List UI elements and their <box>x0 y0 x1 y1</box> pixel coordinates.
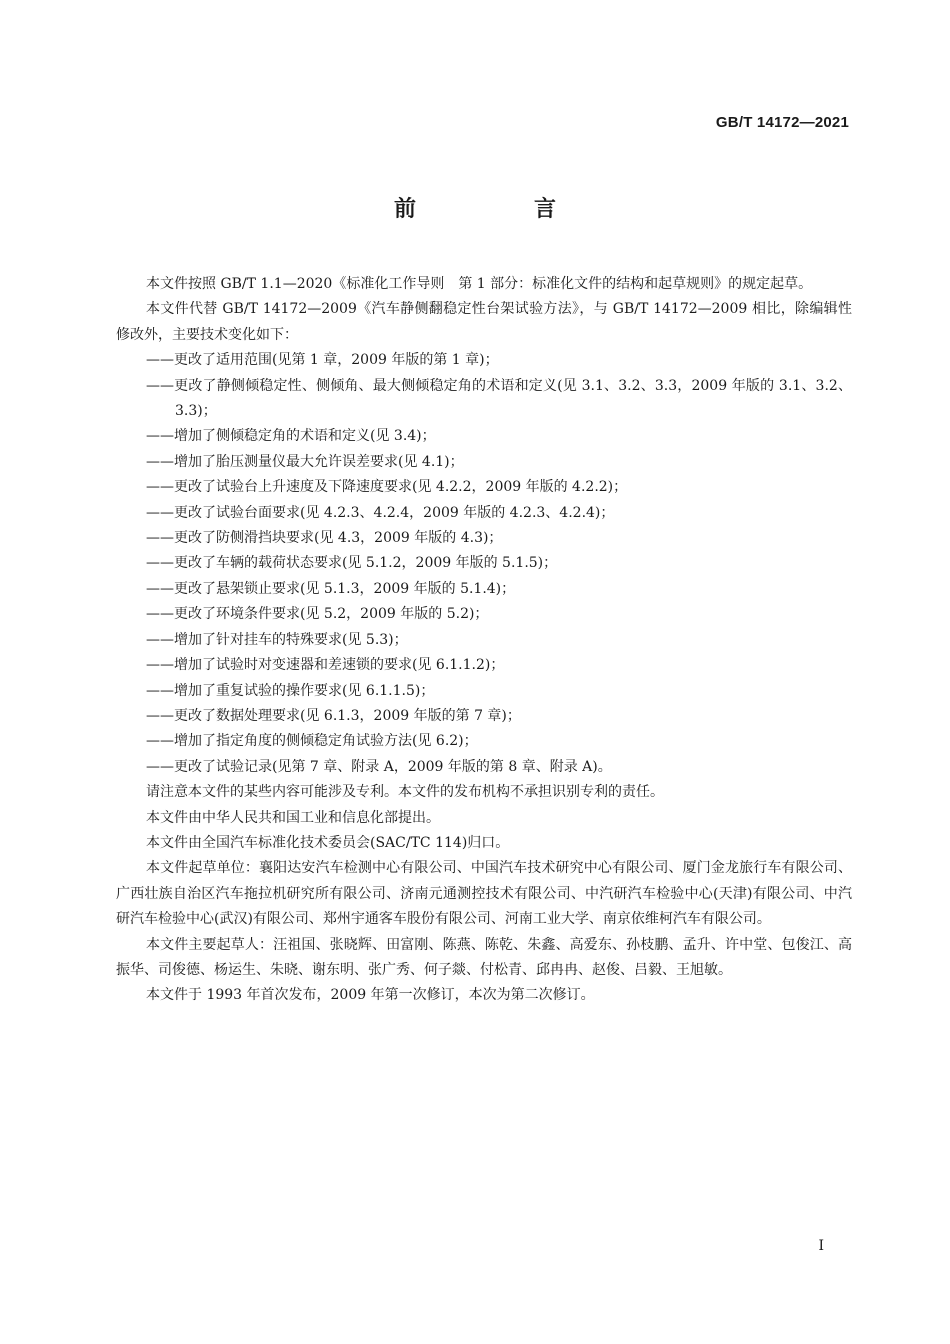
page-number: Ⅰ <box>818 1238 824 1254</box>
change-item: ——增加了试验时对变速器和差速锁的要求(见 6.1.1.2)； <box>146 657 505 674</box>
document-body <box>116 272 852 1009</box>
change-item: ——更改了数据处理要求(见 6.1.3，2009 年版的第 7 章)； <box>146 707 521 724</box>
paragraph-committee: 本文件由全国汽车标准化技术委员会(SAC/TC 114)归口。 <box>146 834 510 851</box>
paragraph-drafting-units: 本文件起草单位：襄阳达安汽车检测中心有限公司、中国汽车技术研究中心有限公司、厦门金龙旅行车有限公司、广西壮族自治区汽车拖拉机研究所有限公司、济南元通测控技术有限公司、中汽研汽车检验中心(天津)有限公司、中汽研汽车检验中心(武汉)有限公司、郑州宇通客车股份有限公司、河南工业大学、南京依维柯汽车有限公司。 <box>116 860 852 928</box>
change-item: ——更改了试验台面要求(见 4.2.3、4.2.4，2009 年版的 4.2.3、4.2.4)； <box>146 504 615 521</box>
changes-list <box>116 348 852 780</box>
standard-number: GB/T 14172—2021 <box>715 114 849 131</box>
change-item: ——更改了试验记录(见第 7 章、附录 A，2009 年版的第 8 章、附录 A)。 <box>146 758 612 775</box>
change-item: ——更改了适用范围(见第 1 章，2009 年版的第 1 章)； <box>146 352 499 369</box>
change-item: ——增加了侧倾稳定角的术语和定义(见 3.4)； <box>146 428 436 445</box>
change-item: ——更改了悬架锁止要求(见 5.1.3，2009 年版的 5.1.4)； <box>146 580 516 597</box>
change-item: ——更改了试验台上升速度及下降速度要求(见 4.2.2，2009 年版的 4.2.2)； <box>146 479 628 496</box>
change-item: ——更改了静侧倾稳定性、侧倾角、最大侧倾稳定角的术语和定义(见 3.1、3.2、3.3，2009 年版的 3.1、3.2、3.3)； <box>146 377 852 420</box>
paragraph-drafters: 本文件主要起草人：汪祖国、张晓辉、田富刚、陈燕、陈乾、朱鑫、高爱东、孙枝鹏、孟升、许中堂、包俊江、高振华、司俊德、杨运生、朱晓、谢东明、张广秀、何子燚、付松青、邱冉冉、赵俊、吕毅、王旭敏。 <box>116 936 852 978</box>
change-item: ——更改了车辆的载荷状态要求(见 5.1.2，2009 年版的 5.1.5)； <box>146 555 558 572</box>
paragraph-history: 本文件于 1993 年首次发布，2009 年第一次修订，本次为第二次修订。 <box>146 987 595 1004</box>
change-item: ——增加了针对挂车的特殊要求(见 5.3)； <box>146 631 408 648</box>
paragraph-drafting-rules: 本文件按照 GB/T 1.1—2020《标准化工作导则 第 1 部分：标准化文件的结构和起草规则》的规定起草。 <box>146 276 813 292</box>
change-item: ——更改了防侧滑挡块要求(见 4.3，2009 年版的 4.3)； <box>146 530 503 547</box>
change-item: ——更改了环境条件要求(见 5.2，2009 年版的 5.2)； <box>146 606 489 623</box>
paragraph-proposer: 本文件由中华人民共和国工业和信息化部提出。 <box>146 809 440 826</box>
paragraph-patent-notice: 请注意本文件的某些内容可能涉及专利。本文件的发布机构不承担识别专利的责任。 <box>146 784 664 801</box>
change-item: ——增加了胎压测量仪最大允许误差要求(见 4.1)； <box>146 453 464 470</box>
change-item: ——增加了指定角度的侧倾稳定角试验方法(见 6.2)； <box>146 733 478 750</box>
change-item: ——增加了重复试验的操作要求(见 6.1.1.5)； <box>146 682 435 699</box>
paragraph-replaces: 本文件代替 GB/T 14172—2009《汽车静侧翻稳定性台架试验方法》，与 GB/T 14172—2009 相比，除编辑性修改外，主要技术变化如下： <box>116 301 852 343</box>
page-title: 前 言 <box>393 197 604 222</box>
